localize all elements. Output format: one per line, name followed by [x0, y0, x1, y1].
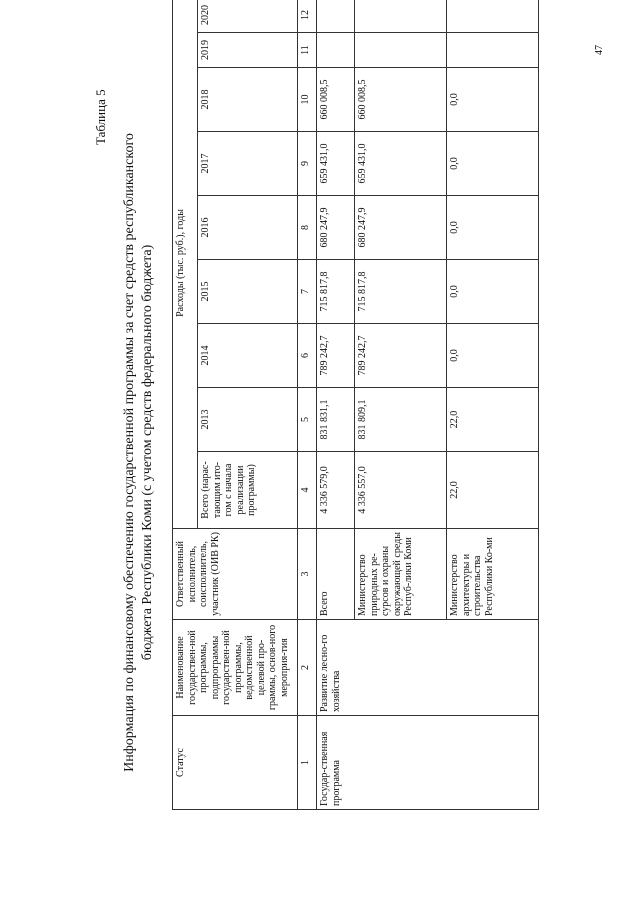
table-number: Таблица 5: [93, 89, 108, 145]
header-year: 2016: [198, 196, 298, 260]
column-index: 8: [298, 196, 317, 260]
row-value: [447, 0, 539, 33]
row-value: [355, 0, 447, 33]
header-total: Всего (нарас-тающим ито-гом с начала реализации программы): [198, 452, 298, 529]
row-executor: Министерство архитектуры и строительства Республики Ко-ми: [447, 529, 539, 620]
row-value: 0,0: [447, 68, 539, 132]
header-year: 2014: [198, 324, 298, 388]
table-title-line-1: Информация по финансовому обеспечению государственной программы за счет средств республиканского: [122, 133, 137, 772]
header-row-1: [173, 0, 198, 810]
column-index: 1: [298, 716, 317, 810]
header-executor: Ответственный исполнитель, соисполнитель, участник (ОИВ РК): [173, 529, 298, 620]
row-program-name: Развитие лесно-го хозяйства: [317, 620, 539, 716]
header-program-name: Наименование государствен-ной программы, подпрограммы государствен-ной программы, ведомственной целевой про-граммы, основ-ного мероприя-тия: [173, 620, 298, 716]
row-value: 831 831,1: [317, 388, 355, 452]
row-value: 831 809,1: [355, 388, 447, 452]
header-year: 2015: [198, 260, 298, 324]
row-value: 0,0: [447, 324, 539, 388]
row-value: 22,0: [447, 452, 539, 529]
column-index: 5: [298, 388, 317, 452]
row-value: 0,0: [447, 132, 539, 196]
header-year: 2017: [198, 132, 298, 196]
row-value: 0,0: [447, 196, 539, 260]
row-value: 789 242,7: [355, 324, 447, 388]
row-value: 680 247,9: [355, 196, 447, 260]
row-value: [447, 33, 539, 68]
row-value: 659 431,0: [355, 132, 447, 196]
row-value: [355, 33, 447, 68]
page-number: 47: [594, 45, 605, 55]
row-value: 4 336 557,0: [355, 452, 447, 529]
row-value: 4 336 579,0: [317, 452, 355, 529]
table-title-line-2: бюджета Республики Коми (с учетом средств федерального бюджета): [140, 244, 155, 661]
row-value: 789 242,7: [317, 324, 355, 388]
column-index: 11: [298, 33, 317, 68]
header-year: 2018: [198, 68, 298, 132]
table-row: [317, 0, 355, 810]
row-executor: Всего: [317, 529, 355, 620]
column-index: 12: [298, 0, 317, 33]
column-index: 6: [298, 324, 317, 388]
row-value: 0,0: [447, 260, 539, 324]
row-executor: Министерство природных ре-сурсов и охраны окружающей среды Респуб-лики Коми: [355, 529, 447, 620]
row-value: 659 431,0: [317, 132, 355, 196]
column-index-row: [298, 0, 317, 810]
column-index: 9: [298, 132, 317, 196]
header-year: 2019: [198, 33, 298, 68]
row-value: 660 008,5: [317, 68, 355, 132]
row-value: 660 008,5: [355, 68, 447, 132]
header-year: 2020: [198, 0, 298, 33]
row-value: [317, 0, 355, 33]
column-index: 4: [298, 452, 317, 529]
header-expenses: Расходы (тыс. руб.), годы: [173, 0, 198, 529]
row-value: 22,0: [447, 388, 539, 452]
financing-table: [172, 0, 539, 810]
row-value: 715 817,8: [355, 260, 447, 324]
row-status: Государ-ственная программа: [317, 716, 539, 810]
column-index: 10: [298, 68, 317, 132]
row-value: 680 247,9: [317, 196, 355, 260]
header-status: Статус: [173, 716, 298, 810]
column-index: 3: [298, 529, 317, 620]
row-value: 715 817,8: [317, 260, 355, 324]
column-index: 7: [298, 260, 317, 324]
header-year: 2013: [198, 388, 298, 452]
row-value: [317, 33, 355, 68]
column-index: 2: [298, 620, 317, 716]
